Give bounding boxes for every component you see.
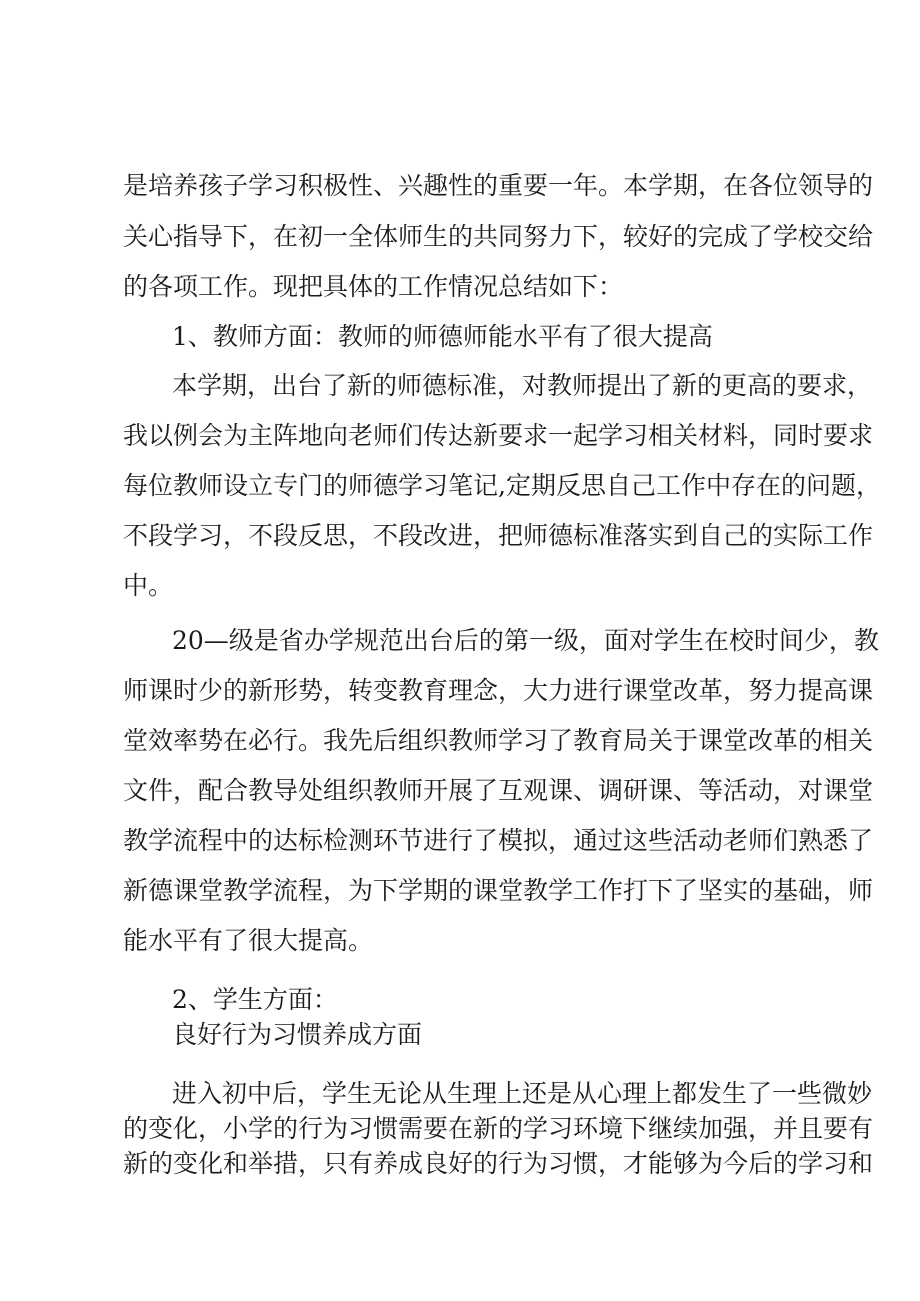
reform-line-4: 文件，配合教导处组织教师开展了互观课、调研课、等活动，对课堂 — [123, 776, 874, 805]
intro-line-2: 关心指导下，在初一全体师生的共同努力下，较好的完成了学校交给 — [123, 222, 874, 251]
reform-line-6: 新德课堂教学流程，为下学期的课堂教学工作打下了坚实的基础，师 — [123, 876, 874, 905]
ethics-line-1: 本学期，出台了新的师德标准，对教师提出了新的更高的要求， — [172, 371, 873, 400]
reform-line-7: 能水平有了很大提高。 — [123, 926, 374, 955]
habits-line-2: 的变化，小学的行为习惯需要在新的学习环境下继续加强，并且要有 — [123, 1114, 874, 1143]
reform-line-5: 教学流程中的达标检测环节进行了模拟，通过这些活动老师们熟悉了 — [123, 826, 874, 855]
ethics-line-5: 中。 — [123, 571, 174, 600]
section-heading-students: 2、学生方面： — [172, 985, 338, 1014]
habits-line-1: 进入初中后，学生无论从生理上还是从心理上都发生了一些微妙 — [172, 1079, 873, 1108]
habits-line-3: 新的变化和举措，只有养成良好的行为习惯，才能够为今后的学习和 — [123, 1149, 874, 1178]
intro-line-1: 是培养孩子学习积极性、兴趣性的重要一年。本学期，在各位领导的 — [123, 171, 874, 200]
reform-line-2: 师课时少的新形势，转变教育理念，大力进行课堂改革，努力提高课 — [123, 676, 874, 705]
ethics-line-4: 不段学习，不段反思，不段改进，把师德标准落实到自己的实际工作 — [123, 521, 874, 550]
ethics-line-3: 每位教师设立专门的师德学习笔记,定期反思自己工作中存在的问题， — [123, 471, 881, 500]
section-heading-teachers: 1、教师方面：教师的师德师能水平有了很大提高 — [172, 322, 713, 351]
intro-line-3: 的各项工作。现把具体的工作情况总结如下： — [123, 272, 624, 301]
ethics-line-2: 我以例会为主阵地向老师们传达新要求一起学习相关材料，同时要求 — [123, 421, 874, 450]
reform-line-1: 20—级是省办学规范出台后的第一级，面对学生在校时间少，教 — [172, 626, 879, 655]
subheading-good-habits: 良好行为习惯养成方面 — [172, 1020, 423, 1049]
reform-line-3: 堂效率势在必行。我先后组织教师学习了教育局关于课堂改革的相关 — [123, 726, 874, 755]
